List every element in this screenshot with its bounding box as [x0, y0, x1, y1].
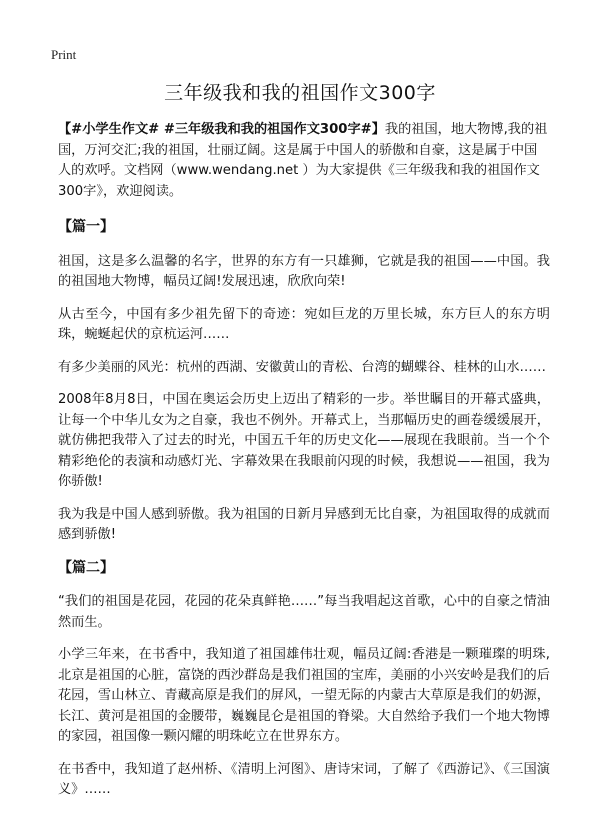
intro-tag: 【#小学生作文# #三年级我和我的祖国作文300字#】	[58, 122, 385, 137]
section-heading-2: 【篇二】	[58, 559, 114, 576]
paragraph: 从古至今，中国有多少祖先留下的奇迹：宛如巨龙的万里长城，东方巨人的东方明珠，蜿蜒起伏的京杭运河……	[58, 306, 550, 342]
paragraph: 我为我是中国人感到骄傲。我为祖国的日新月异感到无比自豪，为祖国取得的成就而感到骄傲!	[58, 506, 550, 542]
intro-text: 我的祖国，地大物博,我的祖国，万河交汇;我的祖国，壮丽辽阔。这是属于中国人的骄傲和自豪，这是属于中国人的欢呼。文档网（www.wendang.net ）为大家提供《三年级我和我的祖国作文300字》，欢迎阅读。	[58, 122, 548, 199]
page-title: 三年级我和我的祖国作文300字	[164, 82, 436, 104]
paragraph: 2008年8月8日，中国在奥运会历史上迈出了精彩的一步。举世瞩目的开幕式盛典，让每一个中华儿女为之自豪，我也不例外。开幕式上，当那幅历史的画卷缓缓展开，就仿佛把我带入了过去的时光，中国五千年的历史文化——展现在我眼前。当一个个精彩绝伦的表演和动感灯光、字幕效果在我眼前闪现的时候，我想说——祖国，我为你骄傲!	[58, 392, 550, 489]
intro-paragraph	[58, 120, 550, 202]
section-heading-1: 【篇一】	[58, 219, 114, 235]
paragraph: “我们的祖国是花园，花园的花朵真鲜艳……”每当我唱起这首歌，心中的自豪之情油然而生。	[58, 594, 550, 630]
article-body	[58, 120, 550, 813]
paragraph: 在书香中，我知道了赵州桥、《清明上河图》、唐诗宋词，了解了《西游记》、《三国演义》……	[58, 761, 550, 797]
paragraph: 有多少美丽的风光：杭州的西湖、安徽黄山的青松、台湾的蝴蝶谷、桂林的山水……	[58, 359, 546, 375]
print-label[interactable]: Print	[51, 47, 77, 62]
paragraph: 小学三年来，在书香中，我知道了祖国雄伟壮观，幅员辽阔:香港是一颗璀璨的明珠,北京是祖国的心脏，富饶的西沙群岛是我们祖国的宝库，美丽的小兴安岭是我们的后花园，雪山林立、青藏高原是我们的屏风，一望无际的内蒙古大草原是我们的奶源，长江、黄河是祖国的金腰带，巍巍昆仑是祖国的脊梁。大自然给予我们一个地大物博的家园，祖国像一颗闪耀的明珠屹立在世界东方。	[58, 647, 550, 744]
paragraph: 祖国，这是多么温馨的名字，世界的东方有一只雄狮，它就是我的祖国——中国。我的祖国地大物博，幅员辽阔!发展迅速，欣欣向荣!	[58, 253, 550, 289]
